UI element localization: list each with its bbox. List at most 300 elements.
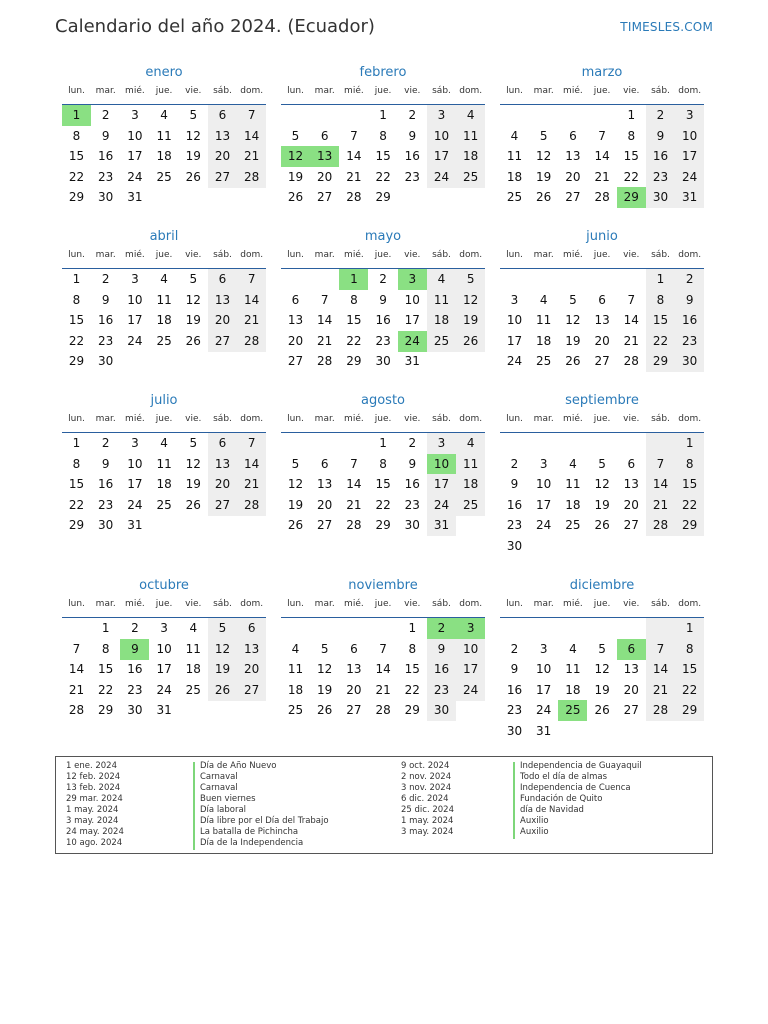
day-cell: 12 [287, 477, 304, 492]
legend-date: 24 may. 2024 [66, 827, 124, 837]
day-cell: 17 [675, 146, 704, 167]
weekday-label: dom. [459, 414, 483, 424]
day-cell: 7 [237, 269, 266, 290]
day-cell: 23 [375, 333, 391, 348]
legend-holiday-name: Carnaval [200, 772, 238, 782]
day-cell: 3 [131, 108, 139, 122]
month-agosto [281, 390, 485, 563]
weekday-label: mié. [563, 599, 583, 609]
weekday-label: vie. [623, 599, 640, 609]
day-cell: 18 [536, 333, 552, 348]
day-cell: 18 [156, 477, 172, 492]
weekday-label: jue. [593, 86, 611, 96]
day-cell: 3 [131, 272, 139, 286]
day-cell: 26 [185, 497, 201, 512]
day-cell: 9 [510, 477, 519, 492]
day-cell: 23 [127, 682, 143, 697]
day-cell: 12 [185, 292, 201, 307]
day-cell: 25 [287, 703, 304, 718]
legend-right-names [520, 761, 642, 838]
day-cell: 27 [317, 518, 333, 533]
day-cell: 8 [72, 128, 81, 143]
day-cell: 30 [675, 351, 704, 372]
legend-holiday-name: día de Navidad [520, 805, 584, 815]
weekday-label: sáb. [432, 599, 451, 609]
weekday-label: dom. [678, 86, 702, 96]
day-cell: 18 [456, 474, 485, 495]
day-cell: 8 [379, 128, 387, 143]
day-cell: 21 [237, 146, 266, 167]
day-cell: 31 [156, 703, 172, 718]
weekday-label: mar. [533, 86, 554, 96]
legend-right-bar [513, 762, 515, 839]
weekday-label: jue. [593, 599, 611, 609]
day-cell: 7 [350, 456, 358, 471]
legend-holiday-name: Fundación de Quito [520, 794, 603, 804]
day-cell: 2 [379, 272, 387, 286]
day-cell: 19 [456, 310, 485, 331]
weekday-label: mié. [125, 86, 145, 96]
day-cell: 29 [675, 515, 704, 536]
day-cell: 8 [408, 641, 417, 656]
day-cell: 15 [675, 474, 704, 495]
day-cell: 2 [101, 272, 110, 286]
day-cell: 6 [627, 456, 636, 471]
day-cell: 23 [427, 680, 456, 701]
day-cell: 4 [456, 433, 485, 454]
day-cell: 14 [594, 149, 610, 164]
weekday-label: lun. [506, 86, 523, 96]
day-cell: 21 [623, 333, 639, 348]
day-cell: 20 [208, 310, 237, 331]
day-cell: 23 [646, 167, 675, 188]
day-cell: 14 [623, 313, 639, 328]
day-cell: 13 [208, 290, 237, 311]
day-cell: 20 [208, 474, 237, 495]
day-grid [62, 269, 266, 399]
day-cell: 14 [237, 290, 266, 311]
day-cell: 28 [317, 354, 333, 369]
day-cell: 3 [427, 105, 456, 126]
weekend-cell [646, 433, 675, 454]
brand-link[interactable]: TIMESLES.COM [620, 20, 713, 34]
weekday-label: dom. [240, 414, 264, 424]
day-cell: 8 [72, 456, 81, 471]
day-cell: 25 [536, 354, 552, 369]
day-cell: 22 [675, 680, 704, 701]
month-name: abril [149, 229, 179, 244]
day-cell: 22 [675, 495, 704, 516]
month-febrero [281, 62, 485, 235]
day-cell: 21 [237, 474, 266, 495]
day-cell: 27 [346, 703, 362, 718]
day-cell: 17 [536, 682, 552, 697]
day-cell: 4 [539, 292, 548, 307]
day-cell: 28 [375, 703, 391, 718]
day-cell: 28 [237, 167, 266, 188]
weekday-label: vie. [623, 250, 640, 260]
day-cell: 6 [237, 618, 266, 639]
day-cell: 29 [675, 700, 704, 721]
day-cell: 11 [427, 290, 456, 311]
day-cell: 2 [408, 108, 417, 122]
day-cell: 3 [160, 621, 168, 635]
day-cell: 29 [346, 354, 362, 369]
day-cell: 25 [565, 518, 581, 533]
weekday-label: jue. [155, 599, 173, 609]
legend-holiday-name: Auxilio [520, 816, 549, 826]
weekday-label: lun. [68, 599, 85, 609]
day-cell: 6 [320, 128, 329, 143]
day-cell: 28 [646, 515, 675, 536]
weekday-label: mar. [95, 86, 116, 96]
day-cell: 10 [127, 456, 143, 471]
day-cell: 13 [237, 639, 266, 660]
weekday-label: lun. [506, 599, 523, 609]
day-cell: 16 [98, 313, 114, 328]
day-cell: 4 [160, 272, 168, 286]
day-cell: 24 [156, 682, 172, 697]
day-cell: 29 [68, 190, 85, 205]
day-cell: 5 [291, 128, 300, 143]
day-cell: 28 [646, 700, 675, 721]
day-grid [62, 618, 266, 748]
day-cell: 11 [156, 128, 172, 143]
day-cell: 21 [646, 495, 675, 516]
day-cell: 8 [675, 454, 704, 475]
day-cell: 10 [536, 662, 552, 677]
day-cell: 15 [68, 477, 85, 492]
day-grid [281, 618, 485, 748]
day-cell: 11 [565, 662, 581, 677]
weekday-label: vie. [404, 414, 421, 424]
day-cell: 29 [404, 703, 420, 718]
day-cell: 27 [287, 354, 304, 369]
day-cell: 9 [101, 292, 110, 307]
day-cell: 1 [379, 108, 387, 122]
weekday-label: mar. [95, 599, 116, 609]
day-cell: 24 [536, 703, 552, 718]
weekday-label: dom. [678, 250, 702, 260]
day-cell: 22 [68, 497, 85, 512]
day-cell: 25 [156, 497, 172, 512]
day-cell: 24 [456, 680, 485, 701]
day-cell: 12 [594, 477, 610, 492]
day-cell: 11 [185, 641, 201, 656]
day-cell: 27 [208, 495, 237, 516]
day-cell: 6 [208, 269, 237, 290]
day-cell: 5 [569, 292, 577, 307]
day-cell: 22 [68, 333, 85, 348]
day-cell: 29 [68, 354, 85, 369]
legend-date: 10 ago. 2024 [66, 838, 123, 848]
day-cell: 29 [375, 190, 391, 205]
weekday-label: sáb. [213, 599, 232, 609]
weekday-label: mar. [314, 86, 335, 96]
day-cell: 14 [375, 662, 391, 677]
holiday-day: 3 [456, 618, 485, 639]
day-cell: 16 [675, 310, 704, 331]
day-cell: 22 [375, 497, 391, 512]
day-cell: 17 [456, 659, 485, 680]
day-cell: 5 [539, 128, 548, 143]
day-cell: 14 [346, 477, 362, 492]
weekday-header [500, 84, 704, 101]
day-cell: 29 [375, 518, 391, 533]
weekday-label: lun. [287, 599, 304, 609]
day-cell: 28 [237, 331, 266, 352]
day-cell: 21 [237, 310, 266, 331]
legend-date: 6 dic. 2024 [401, 794, 449, 804]
weekday-label: mar. [314, 250, 335, 260]
day-cell: 20 [594, 333, 610, 348]
weekday-label: mar. [95, 250, 116, 260]
day-cell: 24 [675, 167, 704, 188]
day-cell: 5 [291, 456, 300, 471]
day-cell: 26 [287, 518, 304, 533]
day-cell: 14 [646, 659, 675, 680]
day-grid [62, 433, 266, 563]
day-grid [281, 433, 485, 563]
day-cell: 6 [208, 105, 237, 126]
weekday-label: jue. [593, 250, 611, 260]
day-cell: 2 [408, 436, 417, 450]
day-cell: 9 [408, 456, 417, 471]
day-cell: 20 [317, 169, 333, 184]
day-cell: 3 [675, 105, 704, 126]
weekday-label: mié. [563, 414, 583, 424]
day-cell: 16 [404, 149, 420, 164]
day-cell: 18 [565, 682, 581, 697]
day-cell: 8 [627, 128, 636, 143]
month-noviembre [281, 575, 485, 748]
day-cell: 12 [456, 290, 485, 311]
weekday-label: mar. [314, 414, 335, 424]
day-cell: 2 [675, 269, 704, 290]
day-cell: 31 [536, 724, 552, 738]
legend-date: 13 feb. 2024 [66, 783, 121, 793]
weekday-label: mié. [125, 250, 145, 260]
legend-date: 3 may. 2024 [401, 827, 454, 837]
day-cell: 20 [623, 682, 639, 697]
day-cell: 12 [317, 662, 333, 677]
day-cell: 18 [506, 169, 523, 184]
holiday-day: 1 [339, 269, 368, 290]
legend-left-dates [66, 761, 124, 849]
weekday-label: dom. [678, 599, 702, 609]
day-cell: 30 [646, 187, 675, 208]
day-cell: 2 [101, 108, 110, 122]
day-cell: 17 [506, 333, 523, 348]
weekday-header [281, 412, 485, 429]
day-cell: 9 [675, 290, 704, 311]
day-cell: 19 [287, 497, 304, 512]
day-cell: 9 [379, 292, 387, 307]
day-cell: 30 [506, 724, 523, 738]
day-cell: 31 [127, 190, 143, 205]
weekday-label: lun. [68, 414, 85, 424]
day-cell: 30 [98, 518, 114, 533]
day-cell: 16 [427, 659, 456, 680]
day-cell: 12 [594, 662, 610, 677]
weekday-label: mié. [563, 86, 583, 96]
day-cell: 4 [160, 108, 168, 122]
legend-holiday-name: Independencia de Cuenca [520, 783, 631, 793]
weekday-label: jue. [374, 86, 392, 96]
month-name: diciembre [569, 578, 635, 593]
day-cell: 25 [156, 169, 172, 184]
day-cell: 1 [101, 621, 110, 635]
day-cell: 1 [72, 272, 81, 286]
day-cell: 24 [127, 169, 143, 184]
day-cell: 9 [510, 662, 519, 677]
day-cell: 9 [101, 128, 110, 143]
day-cell: 16 [646, 146, 675, 167]
day-cell: 27 [237, 680, 266, 701]
day-cell: 4 [160, 436, 168, 450]
weekday-label: lun. [506, 250, 523, 260]
weekday-header [62, 248, 266, 265]
day-cell: 3 [131, 436, 139, 450]
day-cell: 5 [189, 436, 198, 450]
weekday-label: dom. [240, 86, 264, 96]
weekday-label: vie. [185, 86, 202, 96]
holiday-day: 9 [120, 639, 149, 660]
day-cell: 23 [506, 518, 523, 533]
day-cell: 11 [456, 126, 485, 147]
weekday-label: jue. [593, 414, 611, 424]
day-cell: 20 [317, 497, 333, 512]
legend-holiday-name: La batalla de Pichincha [200, 827, 299, 837]
day-cell: 26 [208, 680, 237, 701]
day-cell: 28 [237, 495, 266, 516]
day-cell: 6 [569, 128, 577, 143]
day-cell: 10 [156, 641, 172, 656]
day-cell: 12 [536, 149, 552, 164]
day-cell: 15 [68, 313, 85, 328]
day-cell: 4 [456, 105, 485, 126]
day-cell: 19 [594, 497, 610, 512]
weekday-label: sáb. [432, 414, 451, 424]
day-cell: 2 [131, 621, 139, 635]
holiday-day: 10 [427, 454, 456, 475]
legend-date: 2 nov. 2024 [401, 772, 452, 782]
day-cell: 10 [127, 128, 143, 143]
day-cell: 6 [291, 292, 300, 307]
weekday-label: mié. [125, 599, 145, 609]
weekday-label: sáb. [651, 599, 670, 609]
weekday-label: dom. [459, 250, 483, 260]
day-cell: 28 [68, 703, 85, 718]
month-mayo [281, 226, 485, 399]
weekday-label: mar. [533, 414, 554, 424]
month-septiembre [500, 390, 704, 563]
day-cell: 13 [623, 477, 639, 492]
day-cell: 7 [379, 641, 387, 656]
legend-date: 3 nov. 2024 [401, 783, 452, 793]
legend-date: 3 may. 2024 [66, 816, 119, 826]
day-cell: 6 [208, 433, 237, 454]
legend-holiday-name: Día de Año Nuevo [200, 761, 277, 771]
day-cell: 8 [675, 639, 704, 660]
weekday-label: vie. [404, 250, 421, 260]
day-cell: 16 [375, 313, 391, 328]
day-grid [281, 269, 485, 399]
day-cell: 10 [427, 126, 456, 147]
month-name: marzo [581, 65, 623, 80]
day-cell: 11 [156, 456, 172, 471]
legend-date: 9 oct. 2024 [401, 761, 450, 771]
weekday-label: vie. [623, 414, 640, 424]
day-cell: 11 [536, 313, 552, 328]
month-enero [62, 62, 266, 235]
day-cell: 25 [427, 331, 456, 352]
day-cell: 28 [346, 190, 362, 205]
legend-date: 25 dic. 2024 [401, 805, 454, 815]
day-cell: 18 [287, 682, 304, 697]
day-cell: 30 [98, 190, 114, 205]
day-cell: 8 [646, 290, 675, 311]
weekday-label: jue. [155, 414, 173, 424]
day-cell: 11 [456, 454, 485, 475]
day-cell: 13 [346, 662, 362, 677]
day-cell: 8 [350, 292, 358, 307]
day-cell: 2 [646, 105, 675, 126]
weekday-label: dom. [240, 250, 264, 260]
legend-holiday-name: Todo el día de almas [520, 772, 608, 782]
weekday-header [500, 597, 704, 614]
day-cell: 3 [427, 433, 456, 454]
day-cell: 15 [675, 659, 704, 680]
day-cell: 9 [408, 128, 417, 143]
day-cell: 30 [98, 354, 114, 369]
day-grid [281, 105, 485, 235]
month-julio [62, 390, 266, 563]
weekday-label: vie. [185, 414, 202, 424]
day-cell: 13 [208, 126, 237, 147]
weekday-label: mié. [125, 414, 145, 424]
day-cell: 9 [646, 126, 675, 147]
day-cell: 31 [427, 515, 456, 536]
day-cell: 25 [185, 682, 201, 697]
weekday-label: mar. [533, 599, 554, 609]
day-cell: 5 [189, 108, 198, 122]
weekday-label: vie. [404, 599, 421, 609]
weekday-label: sáb. [651, 414, 670, 424]
day-cell: 23 [404, 169, 420, 184]
day-cell: 2 [510, 456, 519, 471]
weekday-label: lun. [287, 414, 304, 424]
day-cell: 6 [598, 292, 606, 307]
month-name: octubre [139, 578, 189, 593]
day-cell: 30 [427, 700, 456, 721]
day-cell: 20 [346, 682, 362, 697]
day-cell: 26 [536, 190, 552, 205]
day-cell: 11 [565, 477, 581, 492]
legend-holiday-name: Día libre por el Día del Trabajo [200, 816, 329, 826]
day-cell: 27 [623, 703, 639, 718]
day-cell: 15 [375, 149, 391, 164]
weekday-label: sáb. [432, 250, 451, 260]
weekday-header [62, 84, 266, 101]
day-cell: 16 [98, 149, 114, 164]
day-cell: 15 [375, 477, 391, 492]
holiday-day: 3 [398, 269, 427, 290]
day-cell: 22 [98, 682, 114, 697]
day-cell: 17 [156, 662, 172, 677]
day-cell: 5 [320, 641, 329, 656]
day-cell: 20 [623, 497, 639, 512]
